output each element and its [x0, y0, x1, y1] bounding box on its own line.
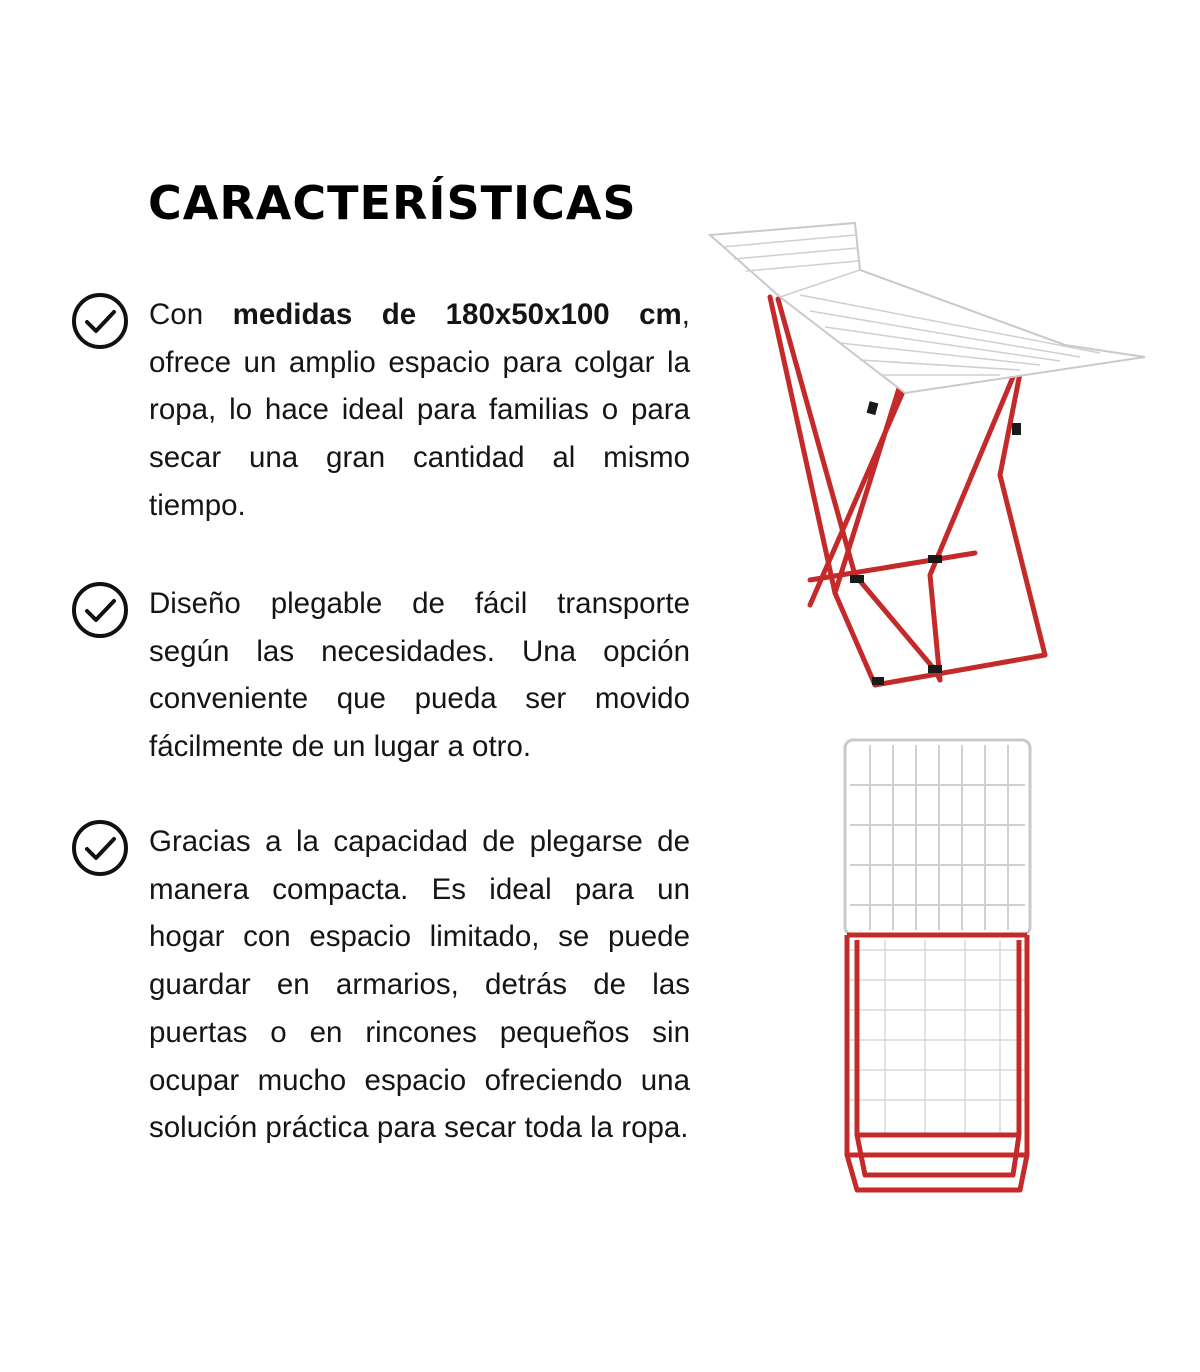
check-circle-icon: [70, 580, 130, 640]
check-circle-icon: [70, 291, 130, 351]
feature-item-foldable: [70, 580, 690, 771]
rack-wires: [710, 223, 1145, 393]
feature-item-compact: [70, 818, 690, 1152]
check-circle-icon: [70, 818, 130, 878]
feature-text-prefix: Con: [149, 298, 233, 331]
feature-text: Gracias a la capacidad de plegarse de manera compacta. Es ideal para un hogar con espacio limitado, se puede guardar en armarios, detrás de las puertas o en rincones pequeños sin ocupar mucho espacio ofreciendo una solución práctica para secar toda la ropa.: [149, 825, 690, 1145]
dimensions-highlight: medidas de 180x50x100 cm: [232, 298, 682, 331]
drying-rack-open-image: [700, 215, 1160, 695]
drying-rack-folded-image: [835, 735, 1045, 1205]
feature-text: Diseño plegable de fácil transporte según las necesidades. Una opción conveniente que pueda ser movido fácilmente de un lugar a otro.: [149, 587, 690, 764]
feature-item-dimensions: [70, 291, 690, 530]
feature-text-body: , ofrece un amplio espacio para colgar la ropa, lo hace ideal para familias o para secar una gran cantidad al mismo tiempo.: [149, 298, 690, 522]
page-title: CARACTERÍSTICAS: [148, 176, 637, 230]
feature-text: [149, 291, 690, 530]
